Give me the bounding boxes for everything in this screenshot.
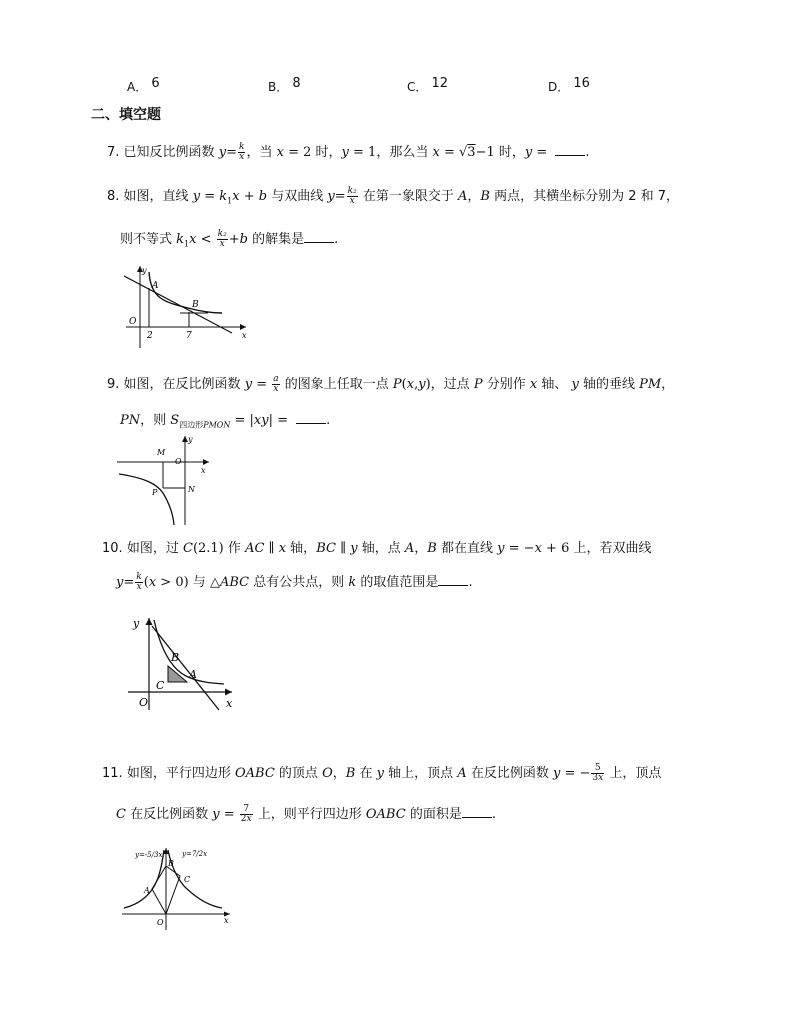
answer-blank[interactable] (462, 807, 492, 818)
option-c: C． 12 (407, 76, 449, 94)
tick-2: 2 (147, 331, 153, 341)
option-b: B． 8 (268, 76, 301, 94)
option-a: A． 6 (127, 76, 160, 94)
answer-blank[interactable] (438, 575, 468, 586)
section-title: 二、填空题 (91, 107, 161, 123)
label-c: C (156, 679, 165, 692)
label-b: B (171, 651, 180, 664)
label-x: x (224, 916, 229, 925)
label-a: A (152, 281, 159, 291)
question-10: 10. 如图，过 C(2.1) 作 AC ∥ x 轴，BC ∥ y 轴，点 A，B 都在直线 y = −x + 6 上，若双曲线 (102, 541, 652, 556)
label-y: y (142, 266, 147, 275)
label-f2: y=7/2x (182, 850, 208, 858)
label-o: O (139, 696, 149, 709)
label-c: C (184, 875, 191, 884)
figure-q8 (118, 260, 253, 352)
question-8: 8. 如图，直线 $y = k_1x + b$ 与双曲线 y= $\frac{\text{k₂}}{x}$ 在第一象限交于 A，B 两点，其横坐标分别为 2 和 7， (107, 186, 680, 206)
hyperbola-right (168, 850, 222, 908)
question-8-line2: 则不等式 $k_1x$ < $\frac{\text{k₂}}{x}$ +b 的解集是 . (120, 229, 339, 249)
answer-blank[interactable] (555, 145, 585, 156)
option-d: D． 16 (548, 76, 590, 94)
label-o: O (129, 317, 137, 327)
label-y: y (188, 435, 193, 444)
answer-blank[interactable] (296, 413, 326, 424)
label-m: M (157, 448, 166, 457)
figure-q9 (117, 433, 212, 525)
figure-q10 (124, 612, 244, 712)
label-p: P (152, 488, 158, 497)
hyperbola-graph (119, 474, 174, 525)
tick-7: 7 (186, 331, 192, 341)
label-f1: y=-5/3x (135, 851, 163, 859)
label-x: x (242, 331, 247, 340)
label-n: N (188, 485, 195, 494)
label-b: B (168, 859, 174, 868)
label-x: x (201, 466, 206, 475)
question-7: 7. 已知反比例函数 y= $\frac{k}{x}$ ，当 x = 2 时，y = 1，那么当 x = √3−1 时，y = . (107, 142, 590, 162)
label-a: A (189, 668, 197, 681)
label-o: O (175, 457, 182, 466)
question-11-line2: C 在反比例函数 y = $\frac{7}{2x}$ 上，则平行四边形 OABC 的面积是 . (116, 804, 496, 824)
label-y: y (133, 617, 140, 630)
label-x: x (226, 697, 233, 710)
answer-blank[interactable] (304, 232, 334, 243)
figure-q11 (118, 842, 236, 932)
line-graph (152, 626, 219, 710)
label-o: O (157, 918, 164, 927)
triangle-abc (168, 666, 187, 682)
hyperbola-graph (149, 272, 222, 313)
question-10-line2: y= $\frac{k}{x}$ (x > 0) 与 △ABC 总有公共点，则 k 的取值范围是 . (116, 572, 473, 592)
question-9-line2: PN，则 $S_{四边形PMON} = |xy|$ = . (120, 413, 331, 430)
question-9: 9. 如图，在反比例函数 y = $\frac{a}{x}$ 的图象上任取一点 P(x,y)，过点 P 分别作 x 轴、 y 轴的垂线 PM， (107, 374, 675, 394)
label-a: A (144, 886, 150, 895)
question-11: 11. 如图，平行四边形 OABC 的顶点 O，B 在 y 轴上，顶点 A 在反比例函数 y = − $\frac{5}{3x}$ 上，顶点 (102, 763, 662, 783)
label-b: B (192, 300, 199, 310)
